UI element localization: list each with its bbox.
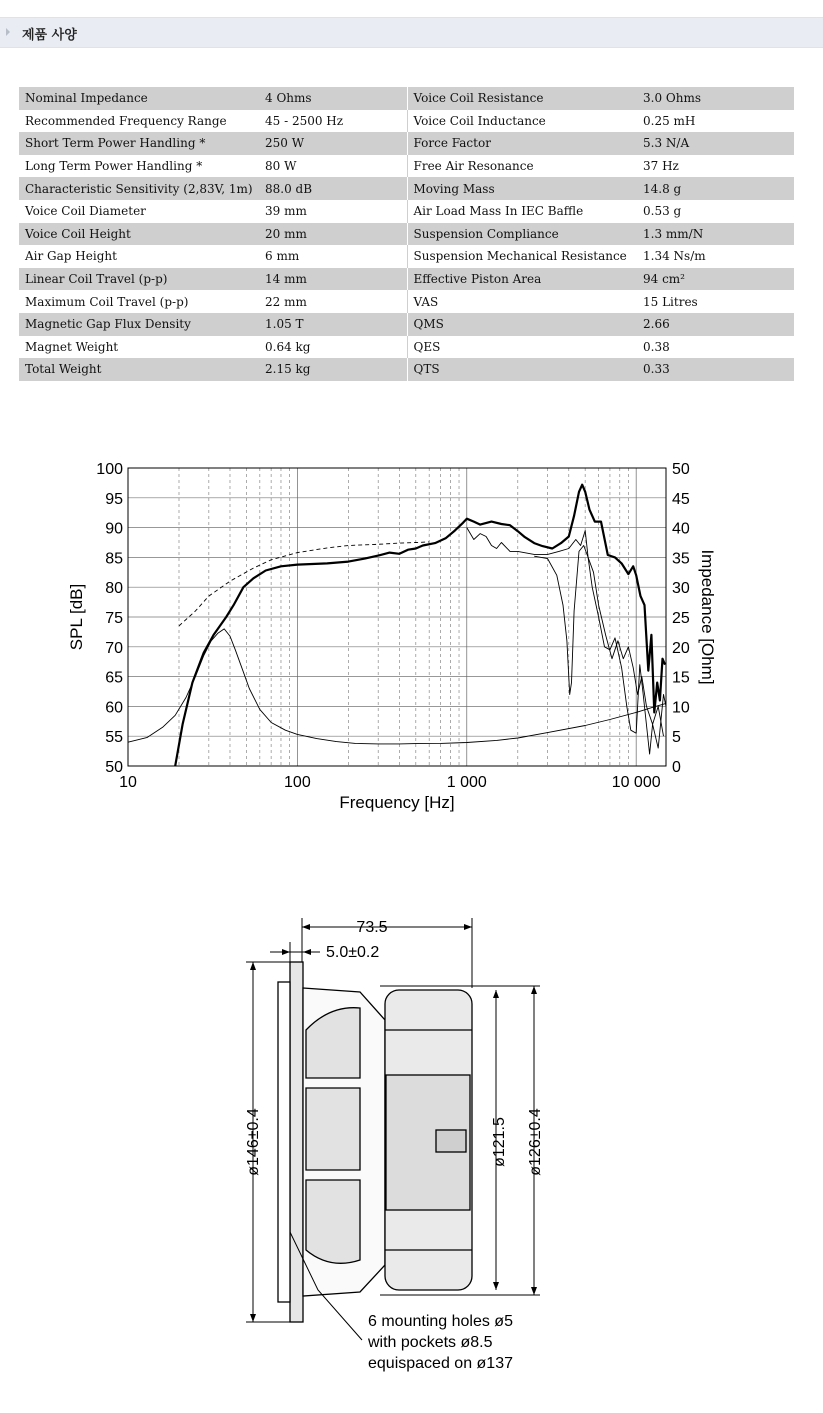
y-tick-label: 65 <box>105 669 123 687</box>
spec-label: Linear Coil Travel (p-p) <box>19 268 259 291</box>
bullet-icon <box>6 28 10 36</box>
label-depth: 73.5 <box>356 919 388 936</box>
spec-row <box>19 132 794 155</box>
y2-tick-label: 0 <box>672 759 681 776</box>
note-line-2: with pockets ø8.5 <box>368 1334 493 1351</box>
spec-value: 37 Hz <box>643 159 679 174</box>
spec-label: Voice Coil Diameter <box>25 204 146 219</box>
series-line-spl-30-deg <box>534 546 663 737</box>
spec-label: QES <box>407 336 637 359</box>
spec-value: 2.66 <box>637 313 794 336</box>
x-tick-label: 10 <box>119 774 137 791</box>
spec-value: 250 W <box>259 132 407 155</box>
spec-value: 6 mm <box>265 249 300 264</box>
note-line-3: equispaced on ø137 <box>368 1355 513 1372</box>
spec-label: Air Load Mass In IEC Baffle <box>407 200 637 223</box>
y2-tick-label: 50 <box>672 461 690 478</box>
spec-row <box>19 110 794 133</box>
y-tick-label: 85 <box>105 550 123 568</box>
spec-label: VAS <box>407 290 637 313</box>
spec-label: Magnet Weight <box>25 339 119 354</box>
label-frame: ø146±0.4 <box>245 1108 262 1176</box>
spec-row <box>19 155 794 178</box>
y2-tick-label: 5 <box>672 729 681 747</box>
spec-value: 4 Ohms <box>259 87 407 110</box>
spec-value: 15 Litres <box>643 294 698 309</box>
section-title: 제품 사양 <box>22 28 77 43</box>
spec-label: Long Term Power Handling * <box>25 159 203 174</box>
spec-row <box>19 290 794 313</box>
spec-label: Effective Piston Area <box>407 268 637 291</box>
x-axis-label: Frequency [Hz] <box>339 793 455 812</box>
y2-axis-label: Impedance [Ohm] <box>698 549 717 685</box>
spec-row <box>19 223 794 246</box>
spec-value: 3.0 Ohms <box>637 87 794 110</box>
spec-label: Air Gap Height <box>25 249 117 264</box>
spec-value: 1.05 T <box>259 313 407 336</box>
y-tick-label: 75 <box>105 610 123 627</box>
spec-label: Nominal Impedance <box>19 87 259 110</box>
spec-row <box>19 358 794 381</box>
y-tick-label: 100 <box>96 461 123 478</box>
y-tick-label: 50 <box>105 759 123 776</box>
spec-value: 22 mm <box>265 294 307 309</box>
spec-value: 14.8 g <box>637 177 794 200</box>
spec-row <box>19 313 794 336</box>
label-motor: ø121.5 <box>491 1117 508 1167</box>
spec-value: 20 mm <box>259 223 407 246</box>
spec-value: 39 mm <box>265 204 307 219</box>
y-tick-label: 95 <box>105 490 123 508</box>
spec-label: Maximum Coil Travel (p-p) <box>25 294 189 309</box>
spec-row <box>19 87 794 110</box>
spec-label: Free Air Resonance <box>407 155 637 178</box>
spec-value: 80 W <box>265 159 297 174</box>
specs-table <box>19 87 794 381</box>
y-tick-label: 90 <box>105 520 123 538</box>
spec-label: Moving Mass <box>407 177 637 200</box>
y2-tick-label: 40 <box>672 520 690 538</box>
spec-value: 1.3 mm/N <box>637 223 794 246</box>
x-tick-label: 1 000 <box>446 774 487 791</box>
y-tick-label: 80 <box>105 580 123 598</box>
spec-label: Magnetic Gap Flux Density <box>19 313 259 336</box>
spec-label: Voice Coil Resistance <box>407 87 637 110</box>
spec-label: QTS <box>407 358 637 381</box>
label-basket: ø126±0.4 <box>527 1108 544 1176</box>
spec-row <box>19 336 794 359</box>
section-header <box>0 17 823 48</box>
spec-value: 2.15 kg <box>259 358 407 381</box>
spec-label: Voice Coil Height <box>19 223 259 246</box>
spec-value: 0.64 kg <box>265 339 311 354</box>
spec-label: Short Term Power Handling * <box>19 132 259 155</box>
y-tick-label: 70 <box>105 639 123 657</box>
spec-label: QMS <box>407 313 637 336</box>
spec-label: Recommended Frequency Range <box>25 113 227 128</box>
frequency-response-chart <box>0 440 823 820</box>
spec-row <box>19 177 794 200</box>
label-flange: 5.0±0.2 <box>326 944 380 961</box>
spec-label: Suspension Mechanical Resistance <box>407 245 637 268</box>
spec-value: 0.38 <box>643 339 670 354</box>
spec-value: 5.3 N/A <box>637 132 794 155</box>
y2-tick-label: 35 <box>672 550 690 568</box>
spec-value: 0.25 mH <box>643 113 696 128</box>
y-axis-label: SPL [dB] <box>67 583 86 651</box>
y2-tick-label: 25 <box>672 610 690 627</box>
dimension-drawing <box>0 910 823 1380</box>
spec-row <box>19 245 794 268</box>
spec-row <box>19 268 794 291</box>
y2-tick-label: 45 <box>672 490 690 508</box>
spec-value: 1.34 Ns/m <box>643 249 706 264</box>
spec-value: 14 mm <box>259 268 407 291</box>
spec-label: Characteristic Sensitivity (2,83V, 1m) <box>19 177 259 200</box>
spec-value: 45 - 2500 Hz <box>265 113 344 128</box>
mounting-flange <box>290 962 303 1322</box>
x-tick-label: 10 000 <box>611 774 661 791</box>
spec-label: Voice Coil Inductance <box>407 110 637 133</box>
note-line-1: 6 mounting holes ø5 <box>368 1313 513 1330</box>
y-tick-label: 55 <box>105 729 123 747</box>
spec-value: 0.33 <box>637 358 794 381</box>
y2-tick-label: 15 <box>672 669 690 687</box>
y-tick-label: 60 <box>105 699 123 717</box>
spec-label: Suspension Compliance <box>407 223 637 246</box>
spec-value: 0.53 g <box>643 204 682 219</box>
y2-tick-label: 30 <box>672 580 690 598</box>
spec-label: Total Weight <box>19 358 259 381</box>
y2-tick-label: 10 <box>672 699 690 717</box>
spec-row <box>19 200 794 223</box>
y2-tick-label: 20 <box>672 639 690 657</box>
spec-value: 94 cm² <box>637 268 794 291</box>
spec-value: 88.0 dB <box>259 177 407 200</box>
x-tick-label: 100 <box>284 774 311 791</box>
spec-label: Force Factor <box>407 132 637 155</box>
series-line-sensitivity-reference <box>179 542 429 626</box>
